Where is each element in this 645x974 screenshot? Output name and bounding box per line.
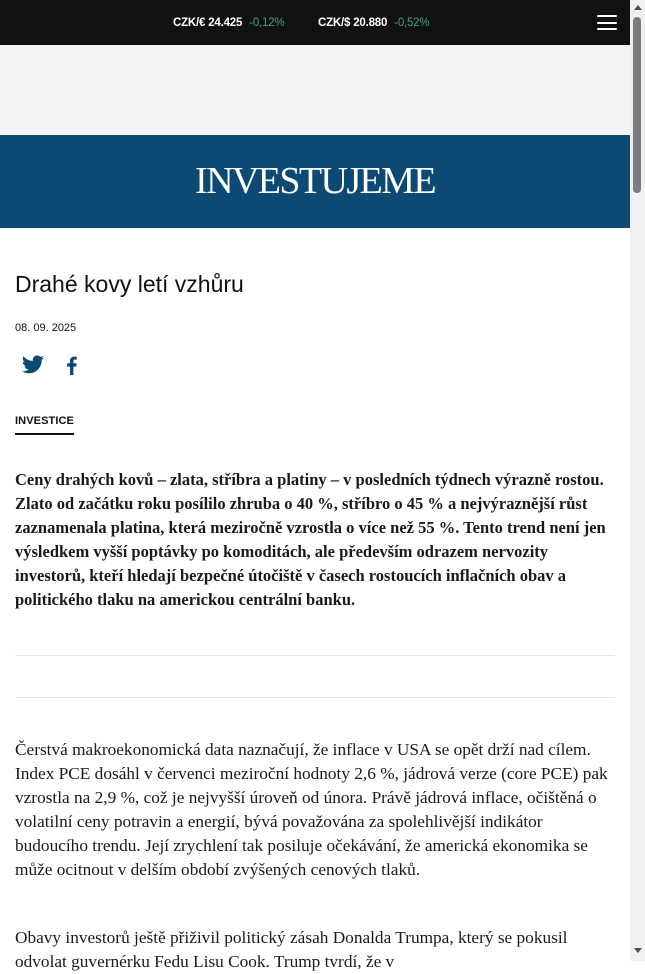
brand-header — [0, 135, 630, 228]
facebook-icon[interactable] — [60, 353, 84, 377]
article-title: Drahé kovy letí vzhůru — [15, 271, 244, 297]
article-paragraph: Čerstvá makroekonomická data naznačují, že inflace v USA se opět drží nad cílem. Index PCE dosáhl v červenci meziroční hodnoty 2,6 %, jádrová verze (core PCE) pak vzrostla na 2,9 %, což je nejvyšší úroveň od února. Právě jádrová inflace, očištěná o volatilní ceny potravin a energií, bývá považována za spolehlivější indikátor budoucího trendu. Její zrychlení tak posiluje očekávání, že americká ekonomika se může ocitnout v delším období zvýšených cenových tlaků. — [15, 740, 608, 879]
ticker-change: -0,52% — [394, 16, 430, 29]
ticker-pair: CZK/$ 20.880 — [318, 16, 388, 29]
ad-placeholder — [0, 45, 630, 135]
top-bar — [0, 0, 630, 45]
category-tag[interactable]: INVESTICE — [15, 415, 74, 435]
ticker-pair: CZK/€ 24.425 — [173, 16, 243, 29]
divider — [15, 697, 615, 698]
ticker-change: -0,12% — [249, 16, 285, 29]
ticker-item-eur[interactable] — [173, 0, 284, 45]
scrollbar-thumb[interactable] — [633, 17, 641, 193]
scroll-up-arrow-icon[interactable] — [630, 0, 645, 14]
vertical-scrollbar[interactable] — [630, 0, 645, 961]
article-perex: Ceny drahých kovů – zlata, stříbra a platiny – v posledních týdnech výrazně rostou. Zlato od začátku roku posílilo zhruba o 40 %, stříbro o 45 % a nejvýraznější růst zaznamenala platina, která meziročně vzrostla o více než 55 %. Tento trend není jen výsledkem vyšší poptávky po komoditách, ale především odrazem nervozity investorů, kteří hledají bezpečné útočiště v časech rostoucích inflačních obav a politického tlaku na americkou centrální banku. — [15, 470, 606, 609]
twitter-icon[interactable] — [21, 353, 45, 377]
divider — [15, 655, 615, 656]
ticker-item-usd[interactable] — [318, 0, 429, 45]
article-date: 08. 09. 2025 — [15, 322, 77, 334]
site-logo[interactable]: INVESTUJEME — [195, 160, 435, 202]
hamburger-menu-icon[interactable] — [597, 14, 617, 31]
article-paragraph: Obavy investorů ještě přiživil politický zásah Donalda Trumpa, který se pokusil odvolat guvernérku Fedu Lisu Cook. Trump tvrdí, že v — [15, 928, 568, 971]
scroll-down-arrow-icon[interactable] — [630, 944, 645, 958]
